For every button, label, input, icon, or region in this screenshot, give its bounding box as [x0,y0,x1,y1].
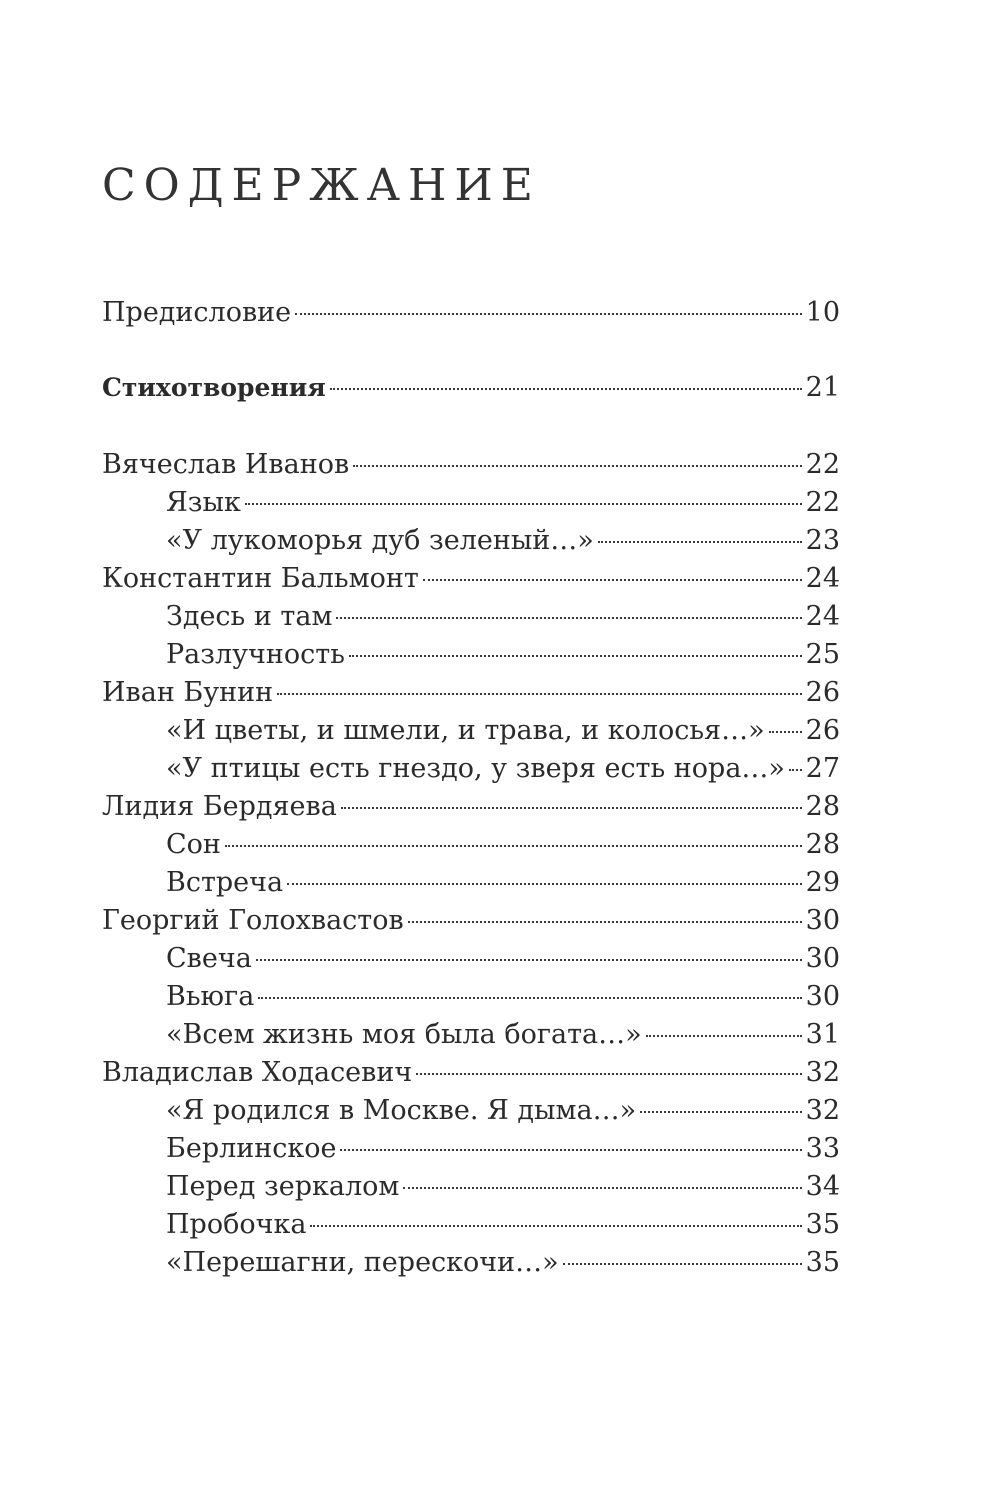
dot-leader [423,579,802,581]
toc-entry-title: Встреча [166,867,284,898]
dot-leader [256,959,802,961]
toc-entry-poem [166,714,840,748]
toc-entry-title: Разлучность [166,639,345,670]
toc-entry-page: 33 [805,1133,840,1164]
toc-entry-page: 27 [805,753,840,784]
toc-entry-title: Предисловие [102,297,292,328]
toc-entry-poem [166,828,840,862]
toc-entry-author [102,790,840,824]
toc-entry-poem [166,1094,840,1128]
toc-entry-poem [166,1018,840,1052]
toc-entry-poem [166,866,840,900]
toc-list [102,0,840,1486]
toc-entry-title: Вячеслав Иванов [102,449,350,480]
toc-entry-page: 35 [805,1247,840,1278]
dot-leader [353,465,801,467]
dot-leader [340,1149,801,1151]
toc-entry-poem [166,942,840,976]
toc-entry-poem [166,600,840,634]
toc-entry-title: «Перешагни, перескочи…» [166,1247,559,1278]
toc-entry-title: Здесь и там [166,601,333,632]
toc-entry-page: 23 [805,525,840,556]
dot-leader [403,1187,801,1189]
toc-entry-poem [166,980,840,1014]
dot-leader [310,1225,801,1227]
dot-leader [245,503,802,505]
toc-heading: СОДЕРЖАНИЕ [102,160,541,211]
toc-entry-page: 32 [805,1095,840,1126]
toc-entry-page: 30 [805,981,840,1012]
toc-entry-page: 30 [805,905,840,936]
dot-leader [416,1073,801,1075]
toc-entry-page: 26 [805,715,840,746]
toc-entry-title: Свеча [166,943,252,974]
toc-entry-title: «У лукоморья дуб зеленый…» [166,525,594,556]
toc-entry-poem [166,1170,840,1204]
toc-entry-preface [102,296,840,330]
dot-leader [789,769,802,771]
toc-entry-author [102,1056,840,1090]
toc-entry-page: 26 [805,677,840,708]
toc-entry-poem [166,752,840,786]
toc-entry-page: 28 [805,791,840,822]
toc-entry-section-poems [102,371,840,405]
dot-leader [646,1035,802,1037]
toc-entry-page: 28 [805,829,840,860]
toc-entry-author [102,676,840,710]
toc-entry-author [102,448,840,482]
toc-entry-poem [166,638,840,672]
toc-entry-page: 34 [805,1171,840,1202]
toc-entry-title: Иван Бунин [102,677,274,708]
dot-leader [258,997,801,999]
toc-entry-page: 22 [805,487,840,518]
dot-leader [769,731,802,733]
toc-entry-title: «Я родился в Москве. Я дыма…» [166,1095,637,1126]
toc-entry-poem [166,524,840,558]
toc-entry-page: 32 [805,1057,840,1088]
dot-leader [330,388,802,390]
dot-leader [295,313,802,315]
toc-entry-author [102,904,840,938]
toc-entry-poem [166,1208,840,1242]
dot-leader [408,921,802,923]
toc-entry-title: Перед зеркалом [166,1171,400,1202]
toc-entry-page: 25 [805,639,840,670]
toc-entry-title: Берлинское [166,1133,337,1164]
toc-entry-title: Константин Бальмонт [102,563,419,594]
toc-entry-title: «Всем жизнь моя была богата…» [166,1019,642,1050]
toc-entry-page: 35 [805,1209,840,1240]
toc-entry-title: Пробочка [166,1209,307,1240]
toc-entry-title: «У птицы есть гнездо, у зверя есть нора…» [166,753,785,784]
toc-entry-poem [166,486,840,520]
toc-entry-title: «И цветы, и шмели, и трава, и колосья…» [166,715,765,746]
toc-entry-title: Лидия Бердяева [102,791,337,822]
dot-leader [563,1263,802,1265]
dot-leader [640,1111,802,1113]
dot-leader [225,845,802,847]
toc-entry-poem [166,1132,840,1166]
toc-entry-page: 24 [805,563,840,594]
dot-leader [349,655,802,657]
toc-entry-page: 24 [805,601,840,632]
toc-entry-title: Георгий Голохвастов [102,905,404,936]
toc-entry-title: Язык [166,487,241,518]
toc-entry-title: Вьюга [166,981,255,1012]
dot-leader [277,693,802,695]
toc-entry-page: 10 [805,297,840,328]
dot-leader [287,883,802,885]
toc-entry-title: Стихотворения [102,373,326,402]
dot-leader [598,541,802,543]
toc-entry-page: 30 [805,943,840,974]
dot-leader [341,807,802,809]
toc-entry-page: 22 [805,449,840,480]
toc-entry-page: 29 [805,867,840,898]
toc-entry-page: 31 [805,1019,840,1050]
toc-entry-author [102,562,840,596]
toc-entry-poem [166,1246,840,1280]
dot-leader [336,617,801,619]
toc-entry-title: Владислав Ходасевич [102,1057,413,1088]
toc-entry-title: Сон [166,829,221,860]
toc-entry-page: 21 [805,372,840,403]
